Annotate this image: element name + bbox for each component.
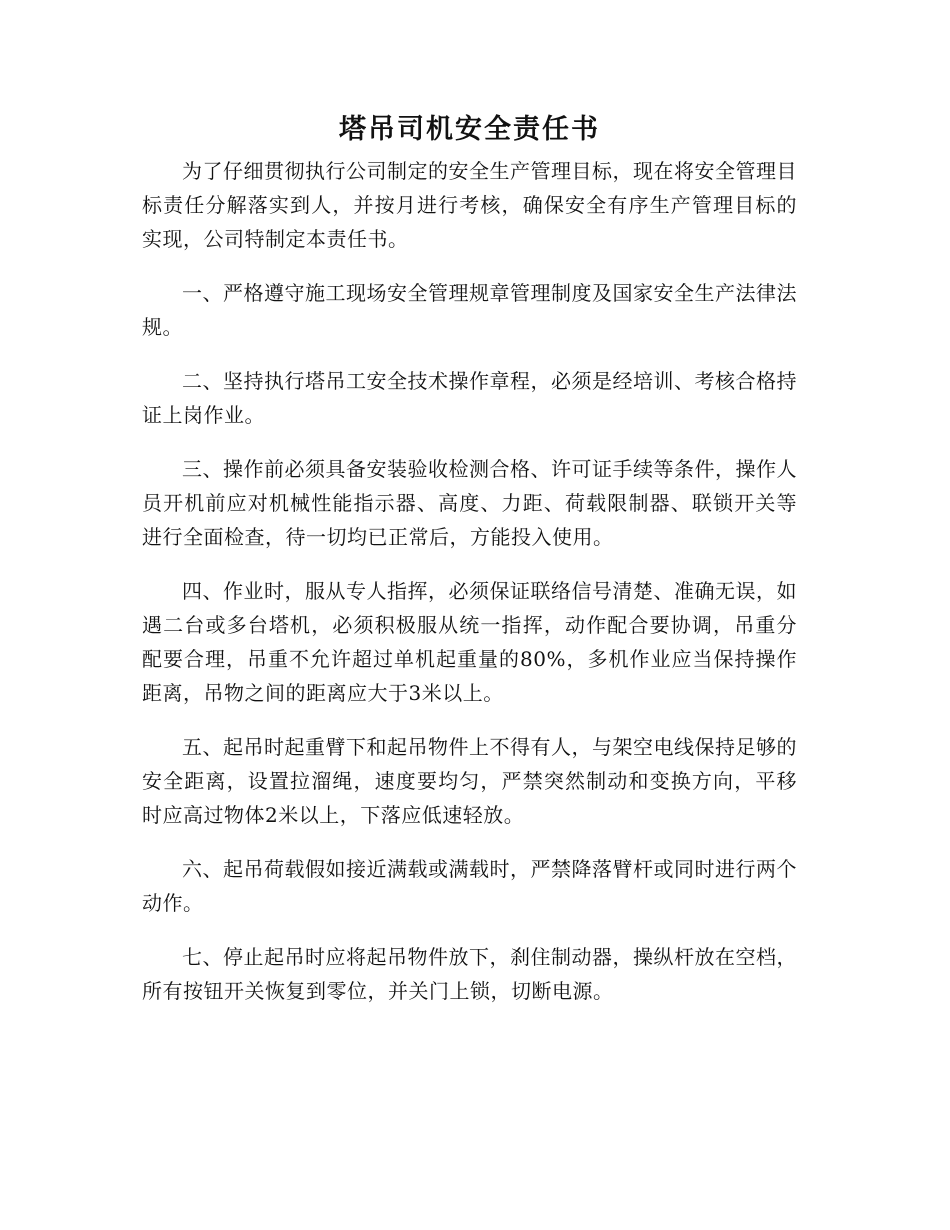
paragraph-clause-2: 二、坚持执行塔吊工安全技术操作章程，必须是经培训、考核合格持证上岗作业。	[142, 369, 797, 427]
document-title: 塔吊司机安全责任书	[339, 114, 600, 145]
document-page	[142, 110, 797, 1028]
paragraph-clause-3: 三、操作前必须具备安装验收检测合格、许可证手续等条件，操作人员开机前应对机械性能指示器、高度、力距、荷载限制器、联锁开关等进行全面检查，待一切均已正常后，方能投入使用。	[142, 457, 797, 549]
paragraph-clause-1: 一、严格遵守施工现场安全管理规章管理制度及国家安全生产法律法规。	[142, 281, 797, 339]
paragraph-clause-5: 五、起吊时起重臂下和起吊物件上不得有人，与架空电线保持足够的安全距离，设置拉溜绳，速度要均匀，严禁突然制动和变换方向，平移时应高过物体2米以上，下落应低速轻放。	[142, 735, 797, 827]
paragraph-intro: 为了仔细贯彻执行公司制定的安全生产管理目标，现在将安全管理目标责任分解落实到人，并按月进行考核，确保安全有序生产管理目标的实现，公司特制定本责任书。	[142, 159, 797, 251]
paragraph-clause-4: 四、作业时，服从专人指挥，必须保证联络信号清楚、准确无误，如遇二台或多台塔机，必须积极服从统一指挥，动作配合要协调，吊重分配要合理，吊重不允许超过单机起重量的80%，多机作业应当保持操作距离，吊物之间的距离应大于3米以上。	[142, 579, 797, 705]
paragraph-clause-7: 七、停止起吊时应将起吊物件放下，刹住制动器，操纵杆放在空档，所有按钮开关恢复到零位，并关门上锁，切断电源。	[142, 945, 797, 1003]
paragraph-clause-6: 六、起吊荷载假如接近满载或满载时，严禁降落臂杆或同时进行两个动作。	[142, 857, 797, 915]
